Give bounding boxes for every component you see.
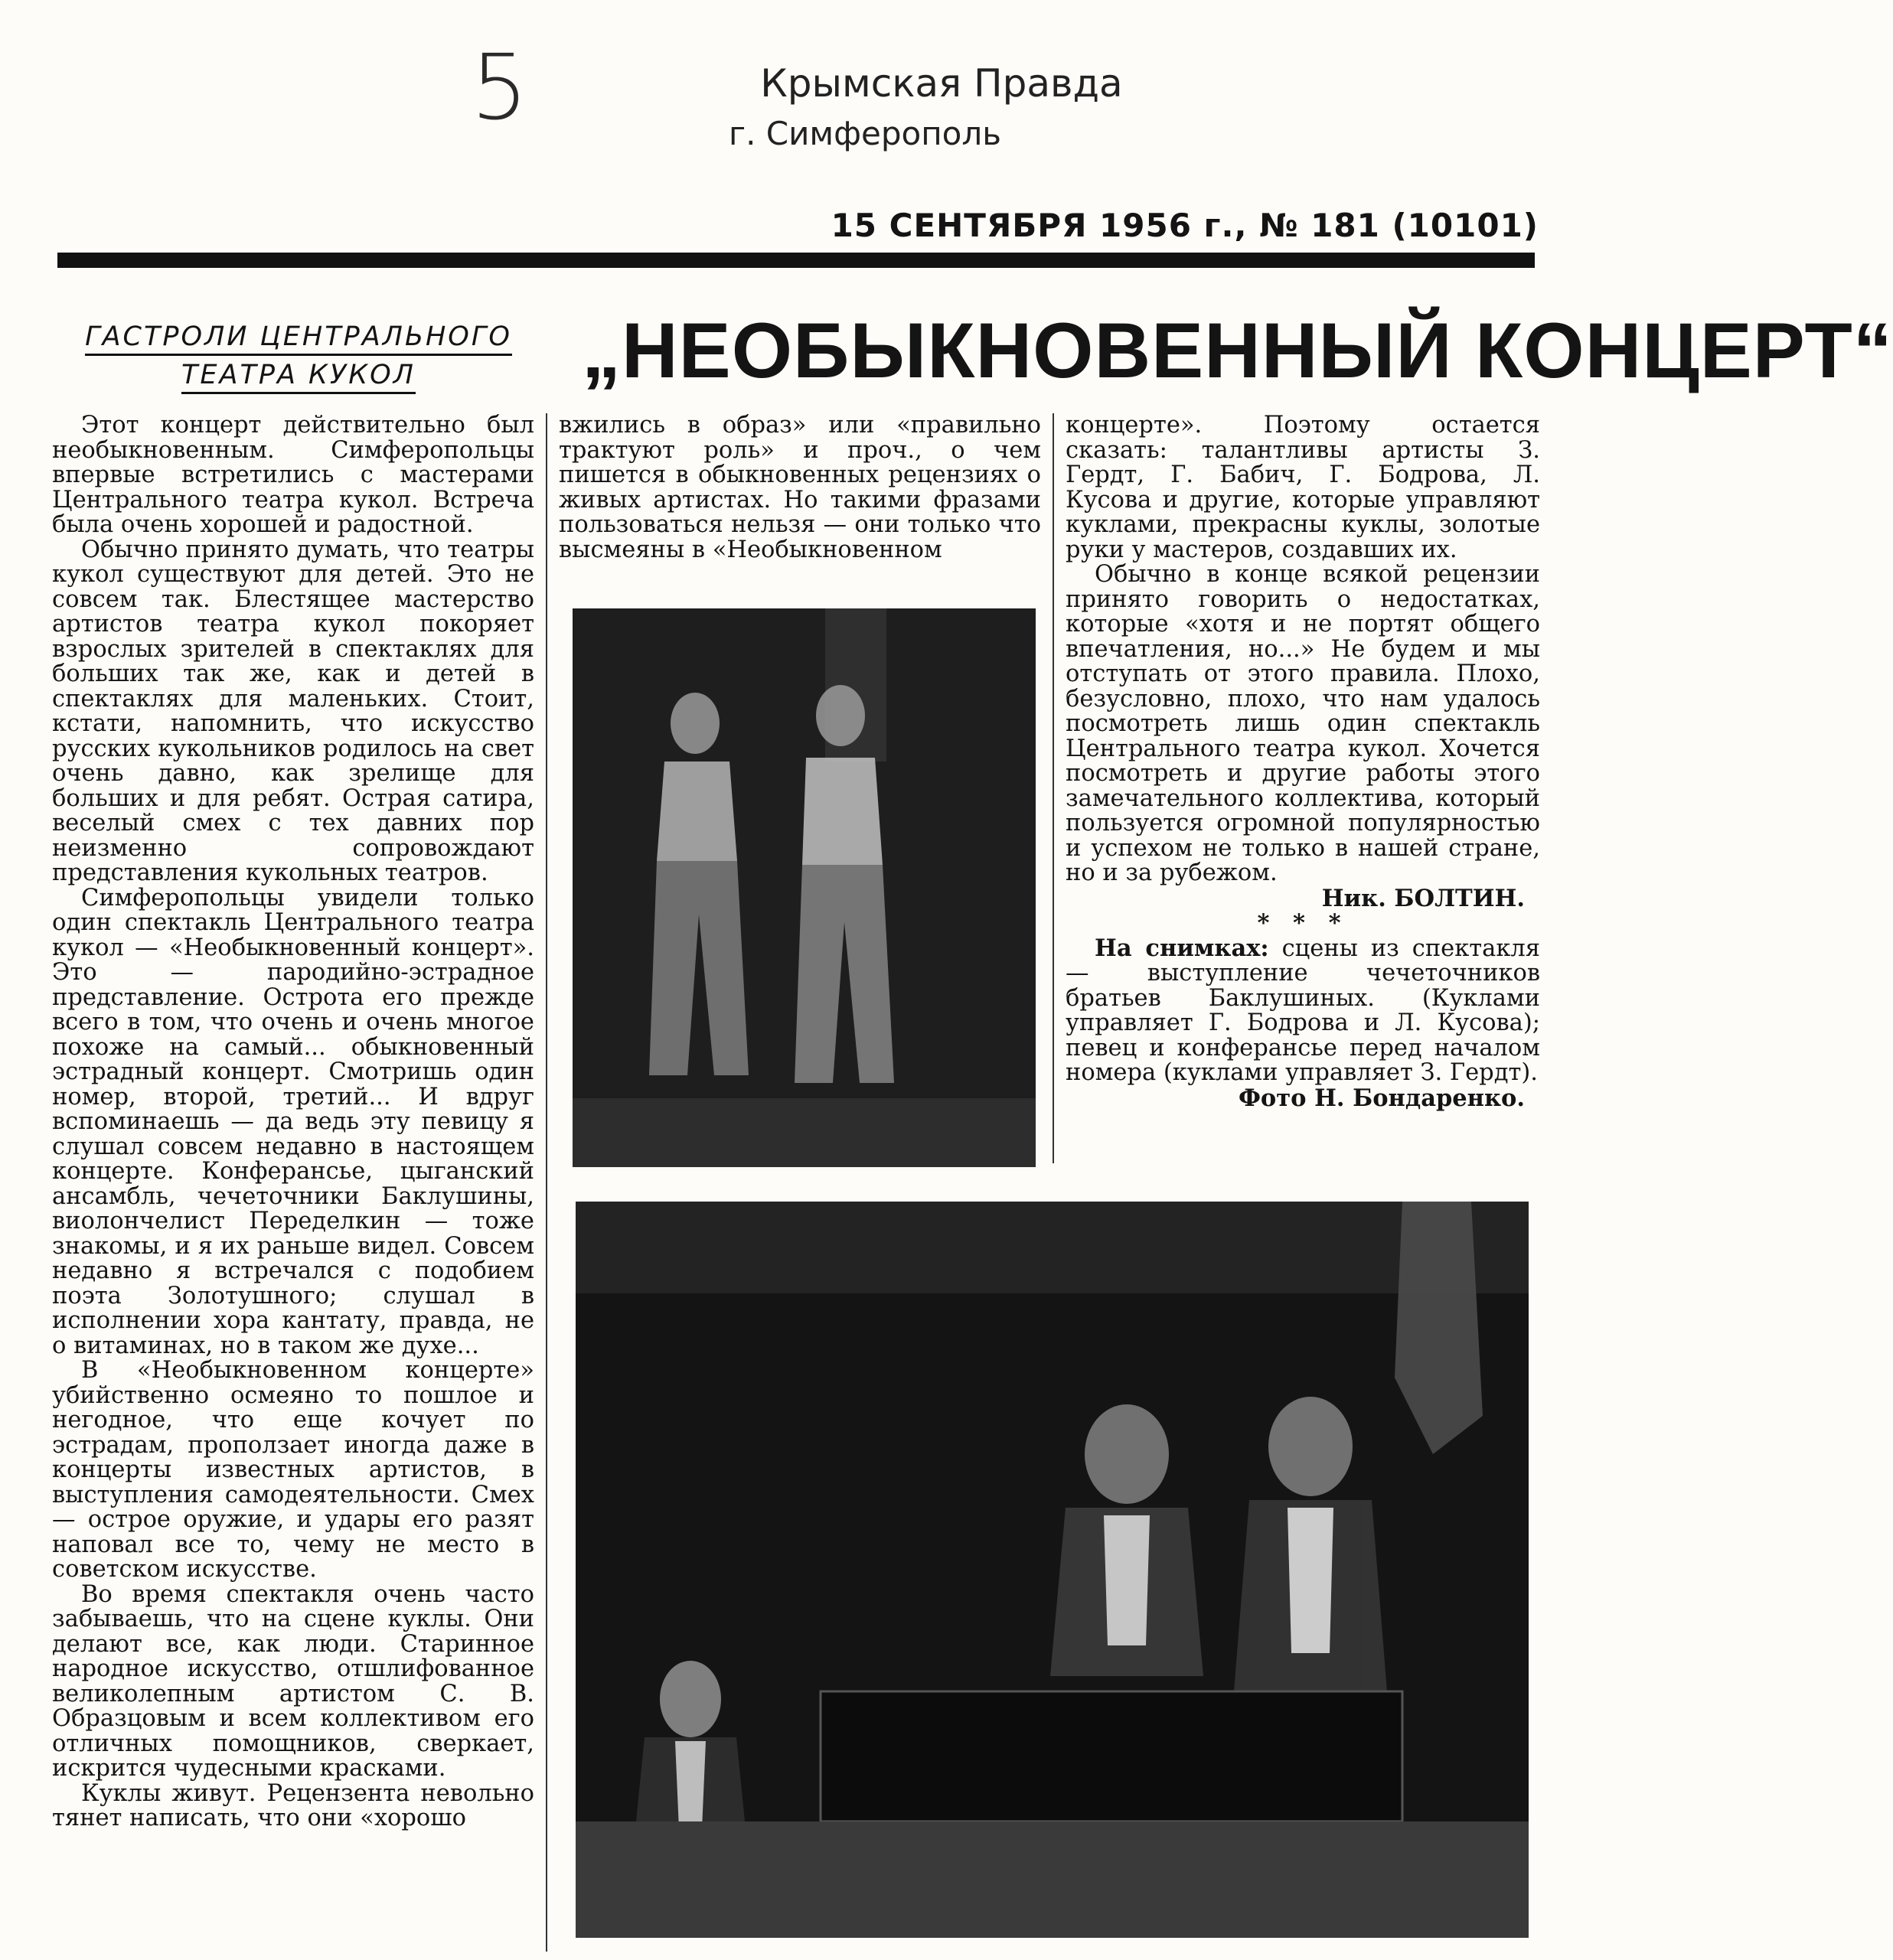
rubric-line-1-text: ГАСТРОЛИ ЦЕНТРАЛЬНОГО xyxy=(85,321,512,356)
rubric-line-1 xyxy=(69,321,528,352)
column-divider xyxy=(1053,413,1054,1163)
paragraph: концерте». Поэтому остается сказать: талантливы артисты З. Гердт, Г. Бабич, Г. Бодрова, Л. Кусова и другие, которые управляют куклами, прекрасны куклы, золотые руки у мастеров, создавших их. xyxy=(1066,412,1540,563)
photo-credit: Фото Н. Бондаренко. xyxy=(1238,1084,1525,1112)
paragraph: Обычно принято думать, что театры кукол существуют для детей. Это не совсем так. Блестящее мастерство артистов театра кукол покоряет взрослых зрителей в спектаклях для больших так же, как и детей в спектаклях для маленьких. Стоит, кстати, напомнить, что искусство русских кукольников родилось на свет очень давно, как зрелище для больших и для ребят. Острая сатира, веселый смех с тех давних пор неизменно сопровождают представления кукольных театров. xyxy=(52,536,534,886)
paragraph: Куклы живут. Рецензента невольно тянет написать, что они «хорошо xyxy=(52,1779,534,1831)
photo-singer-and-host xyxy=(576,1202,1529,1938)
article-headline: „НЕОБЫКНОВЕННЫЙ КОНЦЕРТ“ xyxy=(582,307,1893,394)
section-separator: * * * xyxy=(1257,909,1349,937)
paragraph: Обычно в конце всякой рецензии принято говорить о недостатках, которые «хотя и не портят общего впечатления, но...» Не будем и мы отступать от этого правила. Плохо, безусловно, плохо, что нам удалось посмотреть лишь один спектакль Центрального театра кукол. Хочется посмотреть и другие работы этого замечательного коллектива, который пользуется огромной популярностью и успехом не только в нашей стране, но и за рубежом. xyxy=(1066,561,1540,886)
paragraph: Этот концерт действительно был необыкновенным. Симферопольцы впервые встретились с мастерами Центрального театра кукол. Встреча была очень хорошей и радостной. xyxy=(52,412,534,538)
article-column-3 xyxy=(1066,413,1540,1186)
column-divider xyxy=(546,413,547,1952)
paragraph: В «Необыкновенном концерте» убийственно осмеяно то пошлое и негодное, что еще кочует по эстрадам, проползает иногда даже в концерты известных артистов, в выступления самодеятельности. Смех — острое оружие, и удары его разят наповал все то, чему не место в советском искусстве. xyxy=(52,1357,534,1583)
caption-label: На снимках: xyxy=(1095,934,1269,962)
masthead-rule xyxy=(57,253,1535,268)
rubric-line-2 xyxy=(69,360,528,390)
paragraph: Во время спектакля очень часто забываешь, что на сцене куклы. Они делают все, как люди. Старинное народное искусство, отшлифованное великолепным артистом С. В. Образцовым и всем коллективом его отличных помощников, сверкает, искрится чудесными красками. xyxy=(52,1580,534,1782)
author-signature: Ник. БОЛТИН. xyxy=(1321,884,1525,912)
article-column-2 xyxy=(559,413,1041,570)
paragraph: Симферопольцы увидели только один спектакль Центрального театра кукол — «Необыкновенный концерт». Это — пародийно-эстрадное представление. Острота его прежде всего в том, что очень и очень многое похоже на самый... обыкновенный эстрадный концерт. Смотришь один номер, второй, третий... И вдруг вспоминаешь — да ведь эту певицу я слушал совсем недавно в настоящем концерте. Конферансье, цыганский ансамбль, чечеточники Баклушины, виолончелист Переделкин — тоже знакомы, и я их раньше видел. Совсем недавно я встречался с подобием поэта Золотушного; слушал в исполнении хора кантату, правда, не о витаминах, но в таком же духе... xyxy=(52,884,534,1359)
rubric-line-2-text: ТЕАТРА КУКОЛ xyxy=(181,360,416,394)
article-column-1 xyxy=(52,413,534,1936)
photo-tap-dancers xyxy=(573,608,1036,1167)
photo-tap-dancers-illustration xyxy=(573,608,1036,1167)
newspaper-stamp-title: Крымская Правда xyxy=(760,61,1123,106)
paragraph: вжились в образ» или «правильно трактуют роль» и проч., о чем пишется в обыкновенных рецензиях о живых артистах. Но такими фразами пользоваться нельзя — они только что высмеяны в «Необыкновенном xyxy=(559,412,1041,563)
photo-caption xyxy=(1066,936,1540,1086)
caption-text: сцены из спектакля — выступление чечеточников братьев Баклушиных. (Куклами управляет Г. Бодрова и Л. Кусова); певец и конферансье перед началом номера (куклами управляет З. Гердт). xyxy=(1066,934,1540,1086)
photo-singer-and-host-illustration xyxy=(576,1202,1529,1938)
handwritten-page-number: 5 xyxy=(471,34,529,140)
newspaper-stamp-city: г. Симферополь xyxy=(729,115,1001,152)
issue-dateline: 15 СЕНТЯБРЯ 1956 г., № 181 (10101) xyxy=(831,207,1539,244)
